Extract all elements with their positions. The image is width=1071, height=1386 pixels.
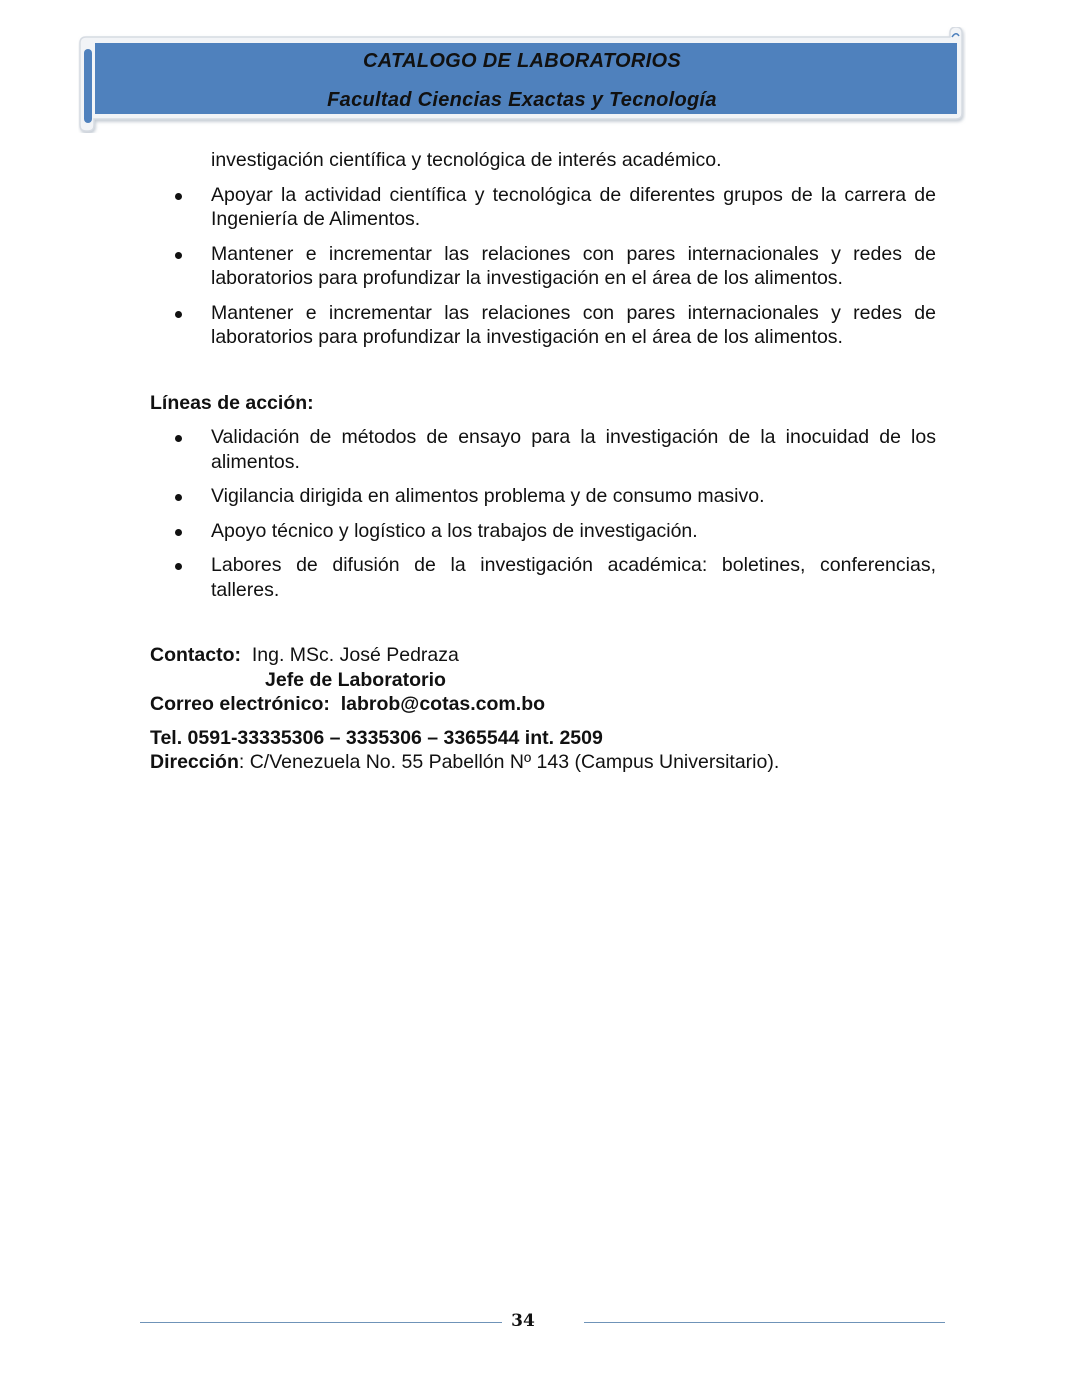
- list-item: Apoyar la actividad científica y tecnológica de diferentes grupos de la carrera de Ingeniería de Alimentos.: [150, 183, 936, 232]
- page-content: [150, 148, 936, 775]
- header-banner: [78, 27, 966, 133]
- lines-of-action-list: [150, 425, 936, 602]
- email-address[interactable]: labrob@cotas.com.bo: [340, 693, 546, 715]
- list-item: Labores de difusión de la investigación académica: boletines, conferencias, talleres.: [150, 553, 936, 602]
- ribbon-banner-graphic: [78, 27, 966, 133]
- footer-rule-right: [584, 1322, 945, 1323]
- objectives-list: [150, 183, 936, 350]
- address-value: : C/Venezuela No. 55 Pabellón Nº 143 (Campus Universitario).: [238, 751, 780, 773]
- list-item: Vigilancia dirigida en alimentos problema y de consumo masivo.: [150, 484, 936, 509]
- lines-of-action-heading: Líneas de acción:: [150, 391, 314, 414]
- objective-continuation: investigación científica y tecnológica de interés académico.: [211, 149, 722, 171]
- list-item: Validación de métodos de ensayo para la investigación de la inocuidad de los alimentos.: [150, 425, 936, 474]
- email-line: [150, 692, 936, 717]
- address-label: Dirección: [150, 751, 239, 773]
- contact-block: [150, 643, 936, 775]
- contact-line: [150, 643, 936, 668]
- address-line: [150, 750, 936, 775]
- footer-rule-left: [140, 1322, 502, 1323]
- phone-line: Tel. 0591-33335306 – 3335306 – 3365544 int. 2509: [150, 726, 603, 749]
- email-label: Correo electrónico:: [150, 693, 330, 715]
- contact-role: Jefe de Laboratorio: [265, 668, 446, 691]
- page-number: 34: [511, 1311, 535, 1331]
- contact-name: Ing. MSc. José Pedraza: [251, 644, 459, 666]
- list-item: Mantener e incrementar las relaciones con pares internacionales y redes de laboratorios para profundizar la investigación en el área de los alimentos.: [150, 242, 936, 291]
- contact-label: Contacto:: [150, 644, 241, 666]
- list-item: Mantener e incrementar las relaciones con pares internacionales y redes de laboratorios para profundizar la investigación en el área de los alimentos.: [150, 301, 936, 350]
- list-item: Apoyo técnico y logístico a los trabajos de investigación.: [150, 519, 936, 544]
- faculty-subtitle: Facultad Ciencias Exactas y Tecnología: [327, 89, 717, 111]
- catalog-title: CATALOGO DE LABORATORIOS: [363, 50, 681, 72]
